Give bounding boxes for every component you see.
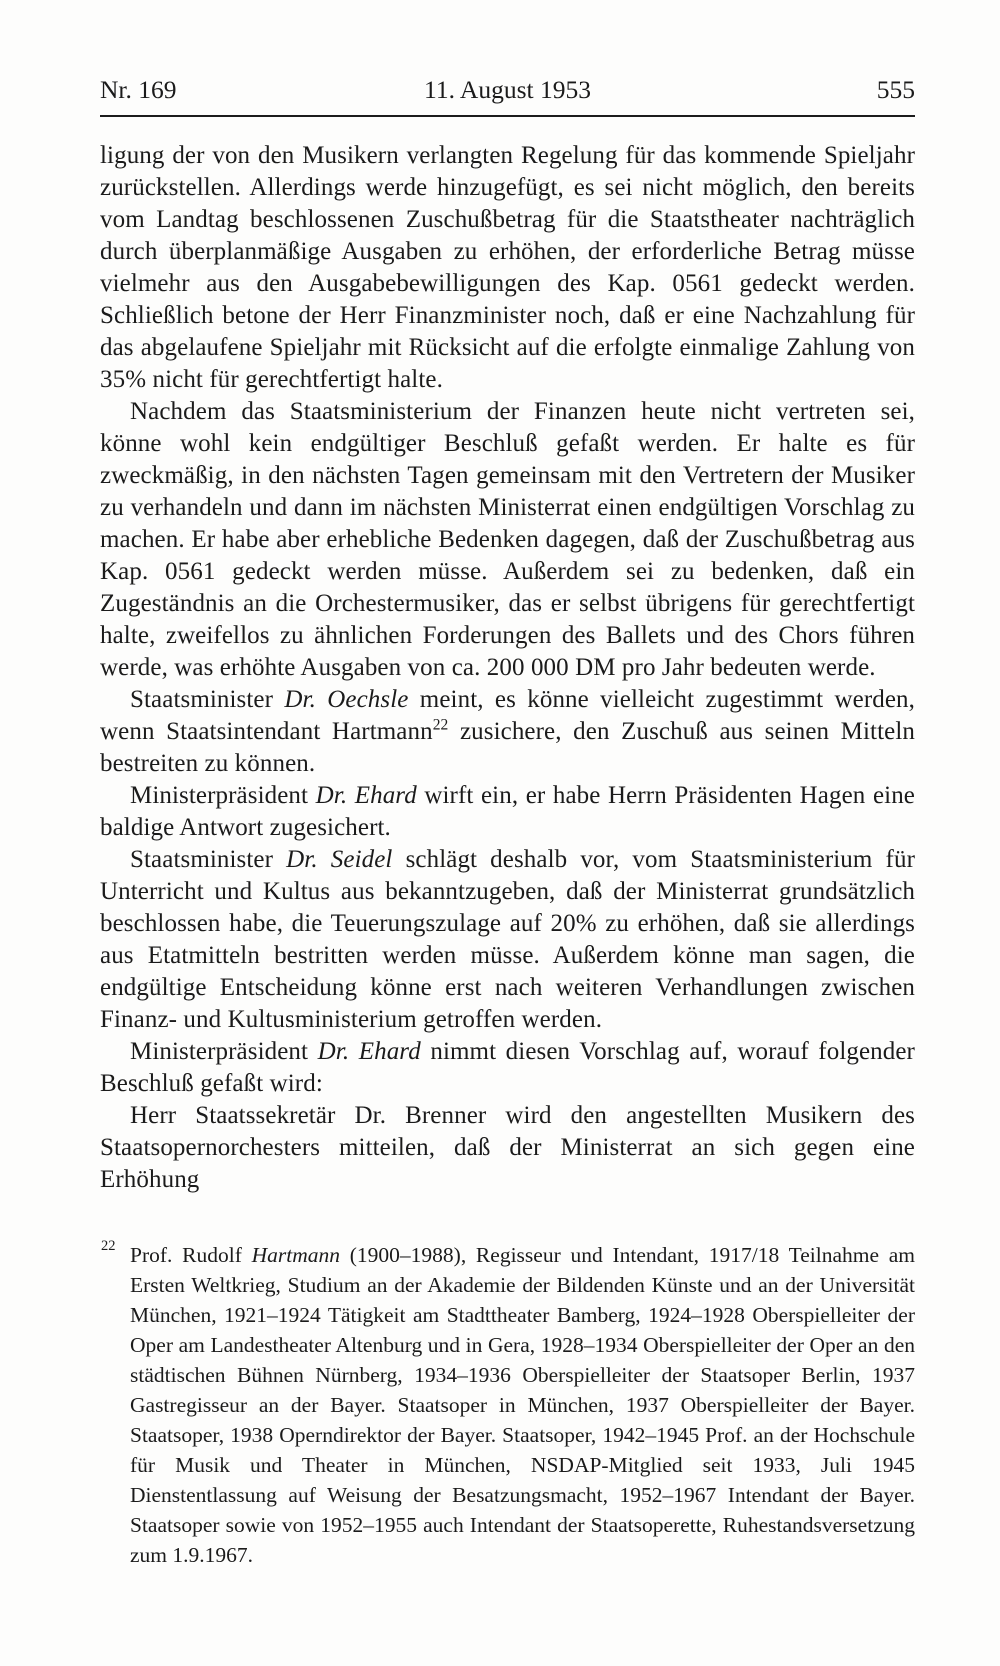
paragraph-speech-seidel — [100, 844, 915, 1036]
header-rule — [100, 115, 915, 117]
footnote-22 — [100, 1240, 915, 1570]
header-page-number: 555 — [876, 75, 915, 104]
text-segment: wirft ein, er habe Herrn Präsidenten Hagen eine baldige Antwort zugesichert. — [100, 782, 915, 842]
person-name-hartmann: Hartmann — [251, 1243, 341, 1268]
paragraph-speech-oechsle — [100, 684, 915, 780]
paragraph: Nachdem das Staatsministerium der Finanzen heute nicht vertreten sei, könne wohl kein endgültiger Beschluß gefaßt werden. Er halte es für zweckmäßig, in den nächsten Tagen gemeinsam mit den Vertretern der Musiker zu verhandeln und dann im nächsten Ministerrat einen endgültigen Vorschlag zu machen. Er habe aber erhebliche Bedenken dagegen, daß der Zuschußbetrag aus Kap. 0561 gedeckt werden müsse. Außerdem sei zu bedenken, daß ein Zugeständnis an die Orchestermusiker, das er selbst übrigens für gerechtfertigt halte, zweifellos zu ähnlichen Forderungen des Ballets und des Chors führen werde, was erhöhte Ausgaben von ca. 200 000 DM pro Jahr bedeuten werde. — [100, 398, 915, 682]
speaker-name-ehard: Dr. Ehard — [315, 782, 417, 810]
footnote-ref-22: 22 — [432, 716, 449, 734]
text-segment: Ministerpräsident — [130, 782, 316, 810]
header-date: 11. August 1953 — [424, 75, 591, 104]
header-doc-number: Nr. 169 — [100, 75, 177, 104]
speaker-name-seidel: Dr. Seidel — [286, 846, 393, 874]
speaker-name-oechsle: Dr. Oechsle — [284, 686, 409, 714]
text-segment: (1900–1988), Regisseur und Intendant, 1917/18 Teilnahme am Ersten Weltkrieg, Studium an der Akademie der Bildenden Künste und an der Universität München, 1921–1924 Tätigkeit am Stadttheater Bamberg, 1924–1928 Oberspielleiter der Oper am Landestheater Altenburg und in Gera, 1928–1934 Oberspielleiter der Oper an den städtischen Bühnen Nürnberg, 1934–1936 Oberspielleiter der Staatsoper Berlin, 1937 Gastregisseur an der Bayer. Staatsoper in München, 1937 Oberspielleiter der Bayer. Staatsoper, 1938 Operndirektor der Bayer. Staatsoper, 1942–1945 Prof. an der Hochschule für Musik und Theater in München, NSDAP-Mitglied seit 1933, Juli 1945 Dienstentlassung auf Weisung der Besatzungsmacht, 1952–1967 Intendant der Bayer. Staatsoper sowie von 1952–1955 auch Intendant der Staatsoperette, Ruhestandsversetzung zum 1.9.1967. — [130, 1243, 916, 1568]
text-segment: Ministerpräsident — [130, 1038, 318, 1066]
text-segment: nimmt diesen Vorschlag auf, worauf folgender Beschluß gefaßt wird: — [100, 1038, 915, 1098]
text-segment: zusichere, den Zuschuß aus seinen Mitteln bestreiten zu können. — [100, 718, 915, 778]
text-segment: Staatsminister — [130, 686, 285, 714]
text-segment: meint, es könne vielleicht zugestimmt werden, wenn Staatsintendant Hartmann — [100, 686, 915, 746]
footnote-number: 22 — [101, 1238, 116, 1255]
paragraph-continuation: ligung der von den Musikern verlangten Regelung für das kommende Spieljahr zurückstellen. Allerdings werde hinzugefügt, es sei nicht möglich, den bereits vom Landtag beschlossenen Zuschußbetrag für die Staatstheater nachträglich durch überplanmäßige Ausgaben zu erhöhen, der erforderliche Betrag müsse vielmehr aus den Ausgabebewilligungen des Kap. 0561 gedeckt werden. Schließlich betone der Herr Finanzminister noch, daß er eine Nachzahlung für das abgelaufene Spieljahr mit Rücksicht auf die erfolgte einmalige Zahlung von 35% nicht für gerechtfertigt halte. — [100, 142, 915, 394]
text-segment: Staatsminister — [130, 846, 287, 874]
body-text — [100, 140, 915, 1196]
text-segment: schlägt deshalb vor, vom Staatsministerium für Unterricht und Kultus aus bekanntzugeben, daß der Ministerrat grundsätzlich beschlossen habe, die Teuerungszulage auf 20% zu erhöhen, daß sie allerdings aus Etatmitteln bestritten werden müsse. Außerdem könne man sagen, die endgültige Entscheidung könne erst nach weiteren Verhandlungen zwischen Finanz- und Kultusministerium getroffen werden. — [100, 846, 915, 1034]
paragraph-speech-ehard-2 — [100, 1036, 915, 1100]
text-segment: Prof. Rudolf — [130, 1243, 252, 1268]
running-head — [100, 76, 915, 104]
footnotes-section — [100, 1240, 915, 1570]
speaker-name-ehard-2: Dr. Ehard — [317, 1038, 421, 1066]
paragraph-resolution: Herr Staatssekretär Dr. Brenner wird den angestellten Musikern des Staatsopernorchesters mitteilen, daß der Ministerrat an sich gegen eine Erhöhung — [100, 1102, 915, 1194]
paragraph-speech-ehard — [100, 780, 915, 844]
